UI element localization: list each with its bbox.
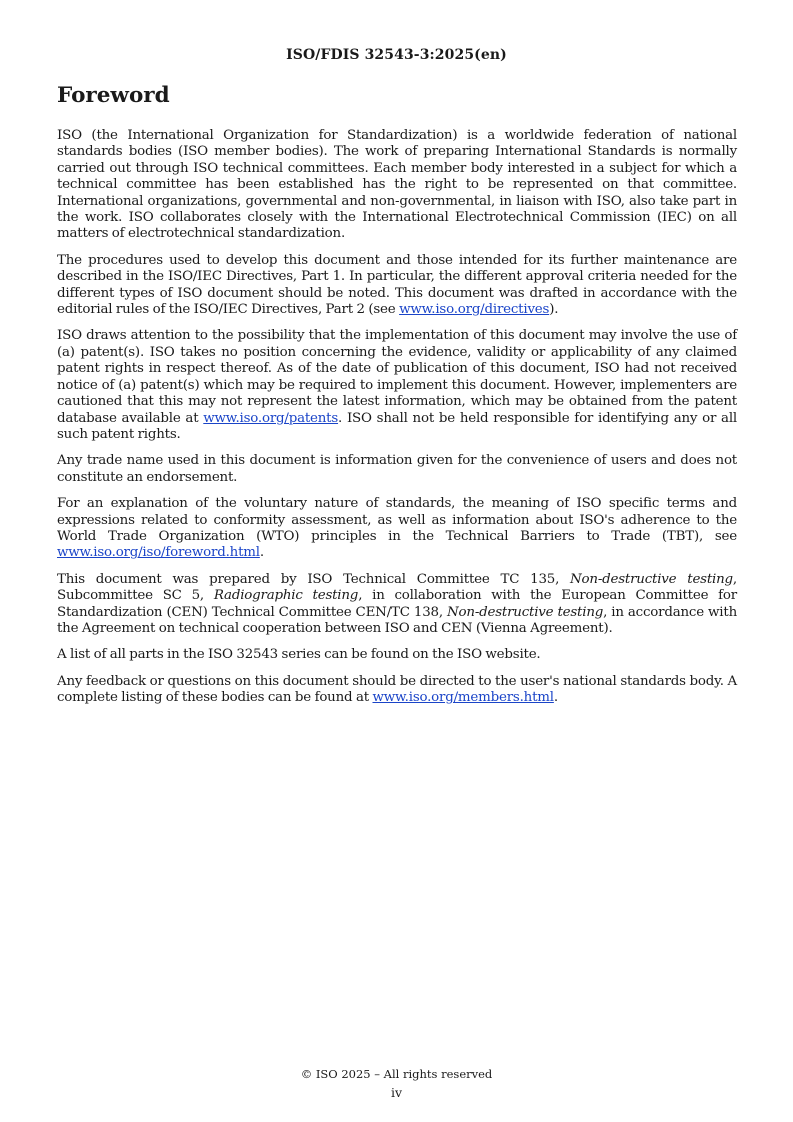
copyright-notice: © ISO 2025 – All rights reserved [300,1067,493,1081]
cen-committee-title: Non-destructive testing [447,604,604,620]
paragraph-text: ISO draws attention to the possibility that the implementation of this document may involve the use of (a) patent(s). ISO takes no position concerning the evidence, validity or applicability of any claimed patent rights in respect thereof. As of the date of publication of this document, ISO had not received notice of (a) patent(s) which may be required to implement this document. However, implementers are cautioned that this may not represent the latest information, which may be obtained from the patent database available at [57,328,737,426]
paragraph-text: , in accordance with the Agreement on technical cooperation between ISO and CEN (Vienna Agreement). [57,604,737,636]
committee-title: Non-destructive testing [570,571,733,587]
paragraph-series-list: A list of all parts in the ISO 32543 series can be found on the ISO website. [57,647,541,663]
paragraph-text: ). [549,302,559,318]
foreword-body [57,128,737,717]
paragraph-text: . [259,545,264,561]
paragraph-text: , Subcommittee SC 5, [57,571,737,604]
paragraph-text: . ISO shall not be held responsible for identifying any or all such patent rights. [57,410,737,442]
paragraph-feedback [57,674,737,707]
paragraph-iso-federation: ISO (the International Organization for Standardization) is a worldwide federation of national standards bodies (ISO member bodies). The work of preparing International Standards is normally carried out through ISO technical committees. Each member body interested in a subject for which a technical committee has been established has the right to be represented on that committee. International organizations, governmental and non-governmental, in liaison with ISO, also take part in the work. ISO collaborates closely with the International Electrotechnical Commission (IEC) on all matters of electrotechnical standardization. [57,128,737,242]
paragraph-text: The procedures used to develop this document and those intended for its further maintenance are described in the ISO/IEC Directives, Part 1. In particular, the different approval criteria needed for the different types of ISO document should be noted. This document was drafted in accordance with the editorial rules of the ISO/IEC Directives, Part 2 (see [57,252,737,318]
paragraph-text: . [553,690,558,706]
paragraph-prepared-by [57,572,737,638]
document-header: ISO/FDIS 32543-3:2025(en) [286,47,507,63]
link-members[interactable]: www.iso.org/members.html [372,690,554,706]
paragraph-patents [57,328,737,443]
paragraph-text: For an explanation of the voluntary nature of standards, the meaning of ISO specific terms and expressions related to conformity assessment, as well as information about ISO's adherence to the World Trade Organization (WTO) principles in the Technical Barriers to Trade (TBT), see [57,496,737,544]
paragraph-text: , in collaboration with the European Committee for Standardization (CEN) Technical Committee CEN/TC 138, [57,588,737,620]
page-title: Foreword [57,83,170,108]
link-foreword[interactable]: www.iso.org/iso/foreword.html [57,545,260,561]
subcommittee-title: Radiographic testing [213,588,359,604]
paragraph-voluntary-nature [57,496,737,562]
paragraph-trade-name: Any trade name used in this document is information given for the convenience of users and does not constitute an endorsement. [57,453,737,485]
paragraph-text: Any feedback or questions on this document should be directed to the user's national standards body. A complete listing of these bodies can be found at [57,673,737,706]
paragraph-procedures [57,253,737,319]
link-patents[interactable]: www.iso.org/patents [203,410,339,426]
link-directives[interactable]: www.iso.org/directives [399,302,550,318]
paragraph-text: This document was prepared by ISO Technical Committee TC 135, [57,571,571,587]
page-number: iv [390,1085,403,1100]
